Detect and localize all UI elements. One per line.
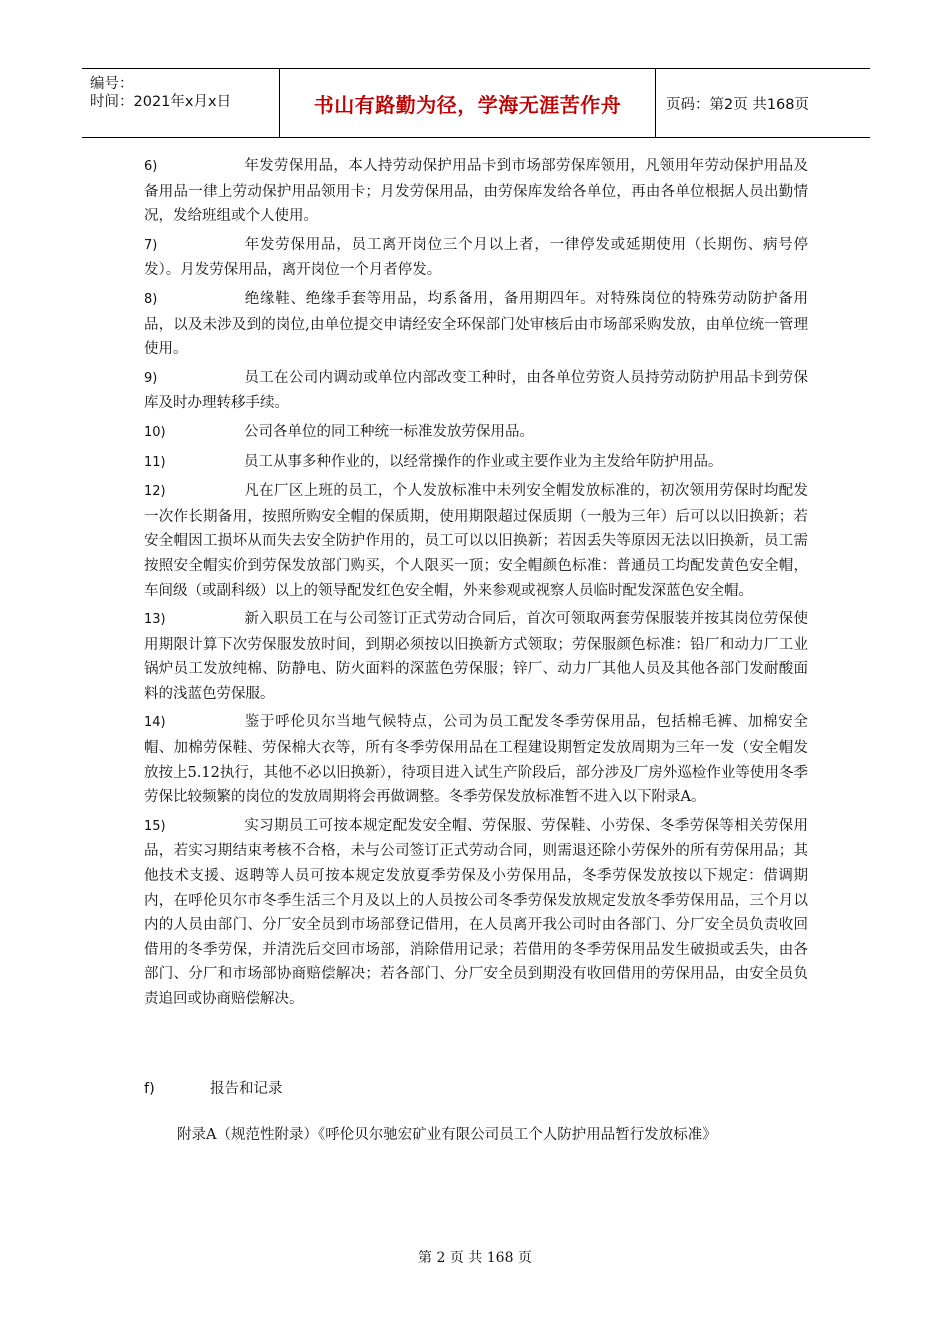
header-page-info: 页码：第2页 共168页 (666, 96, 810, 113)
section-heading (144, 1077, 283, 1098)
list-item (144, 154, 808, 229)
time-label: 时间：2021年x月x日 (90, 94, 232, 110)
item-text: 鉴于呼伦贝尔当地气候特点，公司为员工配发冬季劳保用品，包括棉毛裤、加棉安全帽、加棉劳保鞋、劳保棉大衣等，所有冬季劳保用品在工程建设期暂定发放周期为三年一发（安全帽发放按上5.12执行，其他不必以旧换新），待项目进入试生产阶段后，部分涉及厂房外巡检作业等使用冬季劳保比较频繁的岗位的发放周期将会再做调整。冬季劳保发放标准暂不进入以下附录A。 (144, 714, 808, 806)
page-header (82, 68, 870, 138)
item-number: 14) (144, 715, 166, 731)
item-text: 凡在厂区上班的员工，个人发放标准中未列安全帽发放标准的，初次领用劳保时均配发一次作长期备用，按照所购安全帽的保质期，使用期限超过保质期（一般为三年）后可以以旧换新；若安全帽因工损坏从而失去安全防护作用的，员工可以以旧换新；若因丢失等原因无法以旧换新，员工需按照安全帽实价到劳保发放部门购买，个人限买一顶；安全帽颜色标准：普通员工均配发黄色安全帽，车间级（或副科级）以上的领导配发红色安全帽，外来参观或视察人员临时配发深蓝色安全帽。 (144, 483, 808, 599)
list-item (144, 233, 808, 283)
list-item (144, 287, 808, 362)
item-text: 员工在公司内调动或单位内部改变工种时，由各单位劳资人员持劳动防护用品卡到劳保库及时办理转移手续。 (144, 369, 808, 412)
item-number: 13) (144, 612, 166, 628)
appendix-reference: 附录A（规范性附录）《呼伦贝尔驰宏矿业有限公司员工个人防护用品暂行发放标准》 (177, 1127, 717, 1143)
section-letter: f) (144, 1081, 155, 1097)
item-number: 7) (144, 237, 158, 253)
section-title: 报告和记录 (210, 1081, 283, 1097)
page-footer: 第 2 页 共 168 页 (418, 1250, 532, 1266)
item-text: 绝缘鞋、绝缘手套等用品，均系备用，备用期四年。对特殊岗位的特殊劳动防护备用品，以及未涉及到的岗位,由单位提交申请经安全环保部门处审核后由市场部采购发放，由单位统一管理使用。 (144, 290, 808, 358)
list-item (144, 420, 808, 446)
item-number: 12) (144, 484, 166, 500)
item-number: 10) (144, 424, 166, 440)
item-number: 11) (144, 454, 166, 470)
document-body (144, 154, 808, 1016)
item-text: 实习期员工可按本规定配发安全帽、劳保服、劳保鞋、小劳保、冬季劳保等相关劳保用品，若实习期结束考核不合格，未与公司签订正式劳动合同，则需退还除小劳保外的所有劳保用品；其他技术支援、返聘等人员可按本规定发放夏季劳保及小劳保用品，冬季劳保发放按以下规定：借调期内，在呼伦贝尔市冬季生活三个月及以上的人员按公司冬季劳保发放规定发放冬季劳保用品，三个月以内的人员由部门、分厂安全员到市场部登记借用，在人员离开我公司时由各部门、分厂安全员负责收回借用的冬季劳保，并清洗后交回市场部，消除借用记录；若借用的冬季劳保用品发生破损或丢失，由各部门、分厂和市场部协商赔偿解决；若各部门、分厂安全员到期没有收回借用的劳保用品，由安全员负责追回或协商赔偿解决。 (144, 817, 808, 1007)
item-number: 8) (144, 291, 158, 307)
item-number: 15) (144, 818, 166, 834)
header-motto: 书山有路勤为径，学海无涯苦作舟 (313, 92, 622, 117)
list-item (144, 450, 808, 476)
number-label: 编号： (90, 76, 134, 92)
item-text: 员工从事多种作业的，以经常操作的作业或主要作业为主发给年防护用品。 (244, 453, 723, 470)
list-item (144, 479, 808, 603)
item-text: 公司各单位的同工种统一标准发放劳保用品。 (244, 423, 534, 440)
item-number: 9) (144, 370, 158, 386)
item-text: 新入职员工在与公司签订正式劳动合同后，首次可领取两套劳保服装并按其岗位劳保使用期限计算下次劳保服发放时间，到期必须按以旧换新方式领取；劳保服颜色标准：铅厂和动力厂工业锅炉员工发放纯棉、防静电、防火面料的深蓝色劳保服；锌厂、动力厂其他人员及其他各部门发耐酸面料的浅蓝色劳保服。 (144, 611, 808, 702)
header-meta (82, 69, 280, 137)
list-item (144, 366, 808, 416)
list-item (144, 710, 808, 809)
item-number: 6) (144, 159, 158, 174)
list-item (144, 814, 808, 1012)
item-text: 年发劳保用品，员工离开岗位三个月以上者，一律停发或延期使用（长期伤、病号停发）。月发劳保用品，离开岗位一个月者停发。 (144, 236, 808, 279)
item-text: 年发劳保用品，本人持劳动保护用品卡到市场部劳保库领用，凡领用年劳动保护用品及备用品一律上劳动保护用品领用卡；月发劳保用品，由劳保库发给各单位，再由各单位根据人员出勤情况，发给班组或个人使用。 (144, 158, 808, 225)
list-item (144, 607, 808, 706)
header-motto-cell (280, 69, 656, 137)
